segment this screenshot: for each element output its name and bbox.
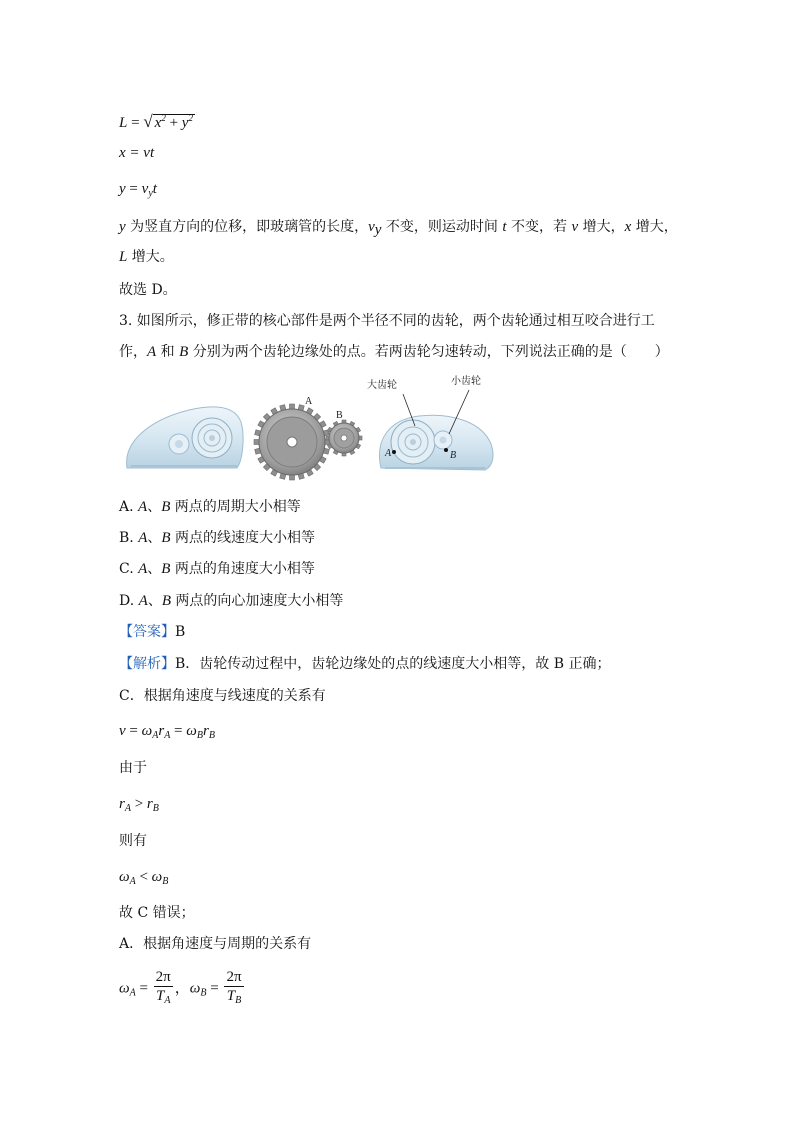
eq6-w1: ω [119,869,130,885]
point-B-label: B [450,450,457,461]
eq5-s2: B [152,803,159,814]
eq1-exp-x: 2 [161,113,166,123]
para1-text-d: 不变，则运动时间 [381,219,503,235]
eq7-s1: A [129,987,136,999]
eq4-s1: A [152,730,159,741]
eq5-op: > [130,796,147,812]
eq4-eq1: = [125,723,142,739]
option-a-p2: B [161,499,171,515]
small-gear [326,420,362,456]
eq7-w1: ω [119,980,130,997]
eq7-comma: ， [174,980,190,997]
conclusion-c: 故 C 错误； [119,905,195,921]
para1-text-f: 不变，若 [506,219,572,235]
eq4-r1: r [158,723,165,739]
eq4-w1: ω [141,723,153,739]
eq1-lhs: L [119,115,128,131]
since-line: 由于 [119,760,147,776]
eq5-s1: A [124,803,131,814]
option-b-prefix: B. [119,530,139,546]
q-text-b: 和 [156,344,180,360]
correction-tape-left [127,407,243,468]
answer-value: B [175,624,186,640]
fraction-A-den: T [155,988,165,1004]
eq4-w2: ω [186,723,197,739]
option-d-sep: 、 [147,593,162,609]
eq3-t: t [152,181,157,197]
para1-v2: v [571,219,579,235]
option-d[interactable] [119,591,343,611]
eq6-s1: A [129,876,136,887]
para1-text-l: 增大。 [127,249,174,265]
option-b-p1: A [138,530,148,546]
para1-v-sub: y [374,222,382,238]
question-line-2 [119,342,669,362]
option-c-p2: B [161,561,171,577]
option-c[interactable] [119,559,315,579]
option-d-text: 两点的向心加速度大小相等 [170,593,344,609]
option-d-p1: A [138,593,148,609]
correction-tape-right [380,390,493,470]
answer-tag: 【答案】 [119,624,175,640]
eq7-eq: = [135,980,152,997]
eq5-r1: r [119,796,125,812]
option-a-p1: A [138,499,148,515]
eq3-lhs: y [119,181,126,197]
step-a-line: A．根据角速度与周期的关系有 [119,936,312,952]
analysis-tag: 【解析】 [119,656,175,672]
equation-velocity-relation [119,721,215,746]
paragraph-explanation-line1 [119,217,678,240]
para1-text-j: 增大， [631,219,678,235]
para1-L: L [119,249,128,265]
conclusion-1: 故选 D。 [119,282,177,298]
option-a-prefix: A. [119,499,139,515]
analysis-line [119,654,610,674]
para1-x: x [624,219,632,235]
q-point-B: B [179,344,189,360]
fraction-B-num: 2π [226,969,242,985]
eq3-v: v [141,181,149,197]
sqrt-sign: √ [143,112,153,131]
q-text-c: 分别为两个齿轮边缘处的点。若两齿轮匀速转动，下列说法正确的是（ ） [188,344,669,360]
equation-y [119,179,157,204]
small-gear-caption: 小齿轮 [451,376,481,387]
equation-omega-period [119,968,246,1013]
large-gear [254,404,330,480]
para1-v: v [368,219,375,235]
eq3-sub: y [148,188,153,199]
option-c-sep: 、 [147,561,162,577]
q-text-a: 作， [119,344,147,360]
eq1-exp-y: 2 [188,113,193,123]
big-gear-caption: 大齿轮 [367,380,397,391]
fraction-A-num: 2π [155,969,171,985]
point-B-dot [444,448,448,452]
option-a[interactable] [119,497,301,517]
fraction-B [224,968,243,1010]
option-b-p2: B [161,530,171,546]
eq1-x: x [154,115,162,131]
option-c-prefix: C. [119,561,139,577]
eq4-v: v [119,723,126,739]
eq7-eq2: = [206,980,223,997]
paragraph-explanation-line2 [119,247,174,267]
eq5-r2: r [146,796,153,812]
option-d-prefix: D. [119,593,139,609]
figure-label-B: B [336,410,343,421]
equation-x: x = vt [119,145,155,161]
eq1-plus: + [169,115,179,131]
fraction-A-den-sub: A [164,995,171,1006]
eq6-s2: B [162,876,169,887]
para1-t: t [502,219,507,235]
step-c-line: C．根据角速度与线速度的关系有 [119,688,326,704]
equation-radius-compare [119,794,159,819]
fraction-B-den-sub: B [235,995,242,1006]
equation-omega-compare [119,867,168,892]
eq4-s2: A [164,730,171,741]
para1-text-b: 为竖直方向的位移，即玻璃管的长度， [125,219,369,235]
fraction-B-den: T [226,988,236,1004]
eq6-op: < [135,869,152,885]
option-a-sep: 、 [147,499,162,515]
question-line-1: 3. 如图所示，修正带的核心部件是两个半径不同的齿轮，两个齿轮通过相互咬合进行工 [119,313,655,329]
eq1-y: y [181,115,189,131]
equation-distance: L = √ $x^2 + y^2$ [119,112,193,131]
option-b-sep: 、 [147,530,162,546]
option-d-p2: B [161,593,171,609]
option-c-p1: A [138,561,148,577]
option-b-text: 两点的线速度大小相等 [170,530,315,546]
eq7-s2: B [200,987,207,999]
option-b[interactable] [119,528,315,548]
point-A-label: A [385,448,392,459]
para1-y: y [119,219,126,235]
para1-text-h: 增大， [578,219,625,235]
correction-tape-gear-figure [119,372,501,484]
then-line: 则有 [119,833,147,849]
eq7-w2: ω [189,980,201,997]
figure-label-A: A [305,396,313,407]
q-point-A: A [147,344,157,360]
option-c-text: 两点的角速度大小相等 [170,561,315,577]
eq3-eq: = [125,181,142,197]
eq4-s3: B [196,730,203,741]
eq4-eq2: = [170,723,187,739]
answer-line [119,622,185,642]
eq4-s4: B [208,730,215,741]
fraction-A [154,968,173,1010]
option-a-text: 两点的周期大小相等 [170,499,301,515]
eq6-w2: ω [151,869,163,885]
analysis-text: B．齿轮传动过程中，齿轮边缘处的点的线速度大小相等，故 B 正确； [175,656,611,672]
eq4-r2: r [202,723,209,739]
point-A-dot [392,450,396,454]
